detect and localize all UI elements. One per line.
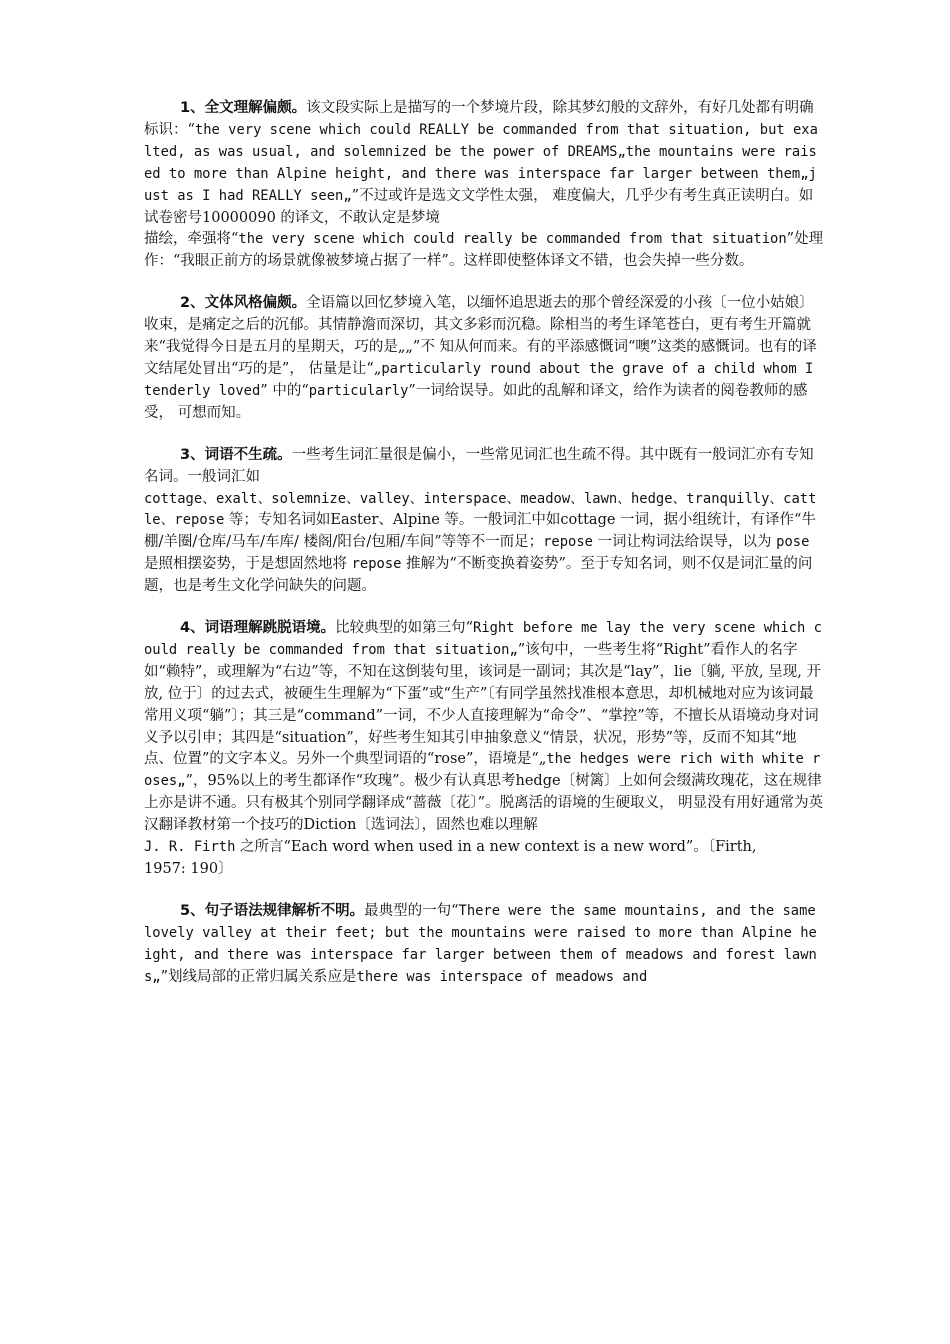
chinese-text: 全语篇以回忆梦境入笔，以缅怀追思逝去的那个曾经深爱的小孩〔一位小姑娘〕收束，是痛定之后的沉郁。其情静澹而深切，其文多彩而沉稳。除相当的考生译笔苍白，更有考生开篇就来“我觉得今日是五月的星期天，巧的是„„”不 知从何而来。有的平添感慨词“噢”这类的感慨词。也有的译文结尾处冒出“巧的是”， 估量是让“„ [144,295,817,377]
chinese-text: 一词让构词法给误导，以为 [592,534,777,551]
chinese-text: 1957: 190〕 [144,861,233,877]
chinese-text: 描绘，牵强将“ [144,231,239,248]
chinese-text: ”处理作：“我眼正前方的场景就像被梦境占据了一样”。这样即使整体译文不错，也会失掉一些分数。 [144,231,824,270]
chinese-text: ”该句中，一些考生将“Right”看作人的名字如“赖特”，或理解为“右边”等，不知在这倒装句里，该词是一副词；其次是“lay”，lie〔躺, 平放, 呈现, 开放, 位于〕的过去式，被硬生生理解为“下蛋”或“生产”〔有同学虽然找准根本意思，却机械地对应为该词最常用义项“躺”〕；其三是“command”一词，不少人直接理解为“命令”、“掌控”等，不擅长从语境动身对词义予以引申；其四是“situation”，好些考生知其引申抽象意义“情景，状况，形势”等，反而不知其“地点、位置”的文字本义。另外一个典型词语的“rose”，语境是“„ [144,641,821,768]
chinese-text: 等；专知名词如Easter、Alpine 等。一般词汇中如cottage 一词，据小组统计，有译作“牛棚/羊圈/仓库/马车/车库/ 楼阁/阳台/包厢/车间”等等不一而足； [144,512,816,551]
chinese-text: ”划线局部的正常归属关系应是 [160,968,357,985]
english-quote: particularly [308,382,409,399]
paragraph-2 [144,293,824,424]
english-quote: Right before me lay the very scene which could really be commanded from that situation„ [144,620,822,658]
chinese-text: 一些考生词汇量很是偏小，一些常见词汇也生疏不得。其中既有一般词汇亦有专知名词。一般词汇如 [144,446,814,485]
chinese-text: 比较典型的如第三句“ [335,620,474,637]
paragraph-1 [144,98,824,273]
chinese-text: ”不过或许是选文文学性太强， 难度偏大，几乎少有考生真正读明白。如试卷密号10000090 的译文，不敢认定是梦境 [144,187,814,226]
english-quote: repose [351,556,402,573]
chinese-text: ”一词给误导。如此的乱解和译文，给作为读者的阅卷教师的感受， 可想而知。 [144,382,808,421]
paragraph-4 [144,618,824,881]
paragraph-heading: 1、全文理解偏颇。 [180,100,307,116]
paragraph-heading: 2、文体风格偏颇。 [180,295,307,312]
english-quote: cottage、exalt、solemnize、valley、interspace、meadow、lawn、hedge、tranquilly、cattle、repose [144,490,817,529]
paragraph-3 [144,445,824,598]
paragraph-5 [144,901,824,989]
chinese-text: 该文段实际上是描写的一个梦境片段，除其梦幻般的文辞外，有好几处都有明确标识：“ [144,100,814,138]
chinese-text: ”，95%以上的考生都译作“玫瑰”。极少有认真思考hedge〔树篱〕上如何会缀满玫瑰花，这在规律上亦是讲不通。只有极其个别同学翻译成“蔷薇〔花〕”。脱离活的语境的生硬取义， 明显没有用好通常为英汉翻译教材第一个技巧的Diction〔选词法〕，固然也难以理解 [144,773,824,834]
chinese-text: 是照相摆姿势，于是想固然地将 [144,556,352,573]
english-quote: the very scene which could REALLY be commanded from that situation, but exalted, as was usual, and solemnized be the power of DREAMS„the mountains were raised to more than Alpine height, and there was interspace far larger between them„just as I had REALLY seen„ [144,121,818,204]
english-quote: There were the same mountains, and the same lovely valley at their feet; but the mountains were raised to more than Alpine height, and there was interspace far larger between them of meadows and forest lawns„ [144,902,817,985]
chinese-text: ” 中的“ [260,382,309,399]
chinese-text: 最典型的一句“ [364,902,459,919]
document-body [144,98,824,989]
chinese-text: 推解为“不断变换着姿势”。至于专知名词，则不仅是词汇量的问题，也是考生文化学问缺失的问题。 [144,556,813,595]
english-quote: particularly round about the grave of a child whom I tenderly loved [144,360,814,399]
paragraph-heading: 5、句子语法规律解析不明。 [180,902,365,919]
english-quote: J. R. Firth [144,839,236,856]
english-quote: repose [543,534,593,551]
chinese-text: 之所言“Each word when used in a new context is a new word”。〔Firth, [235,839,757,856]
paragraph-heading: 3、词语不生疏。 [180,446,292,463]
english-quote: the hedges were rich with white roses„ [144,751,821,790]
paragraph-heading: 4、词语理解跳脱语境。 [180,620,336,637]
english-quote: the very scene which could really be commanded from that situation [238,231,787,248]
english-quote: there was interspace of meadows and [356,968,648,985]
english-quote: pose [776,534,810,551]
